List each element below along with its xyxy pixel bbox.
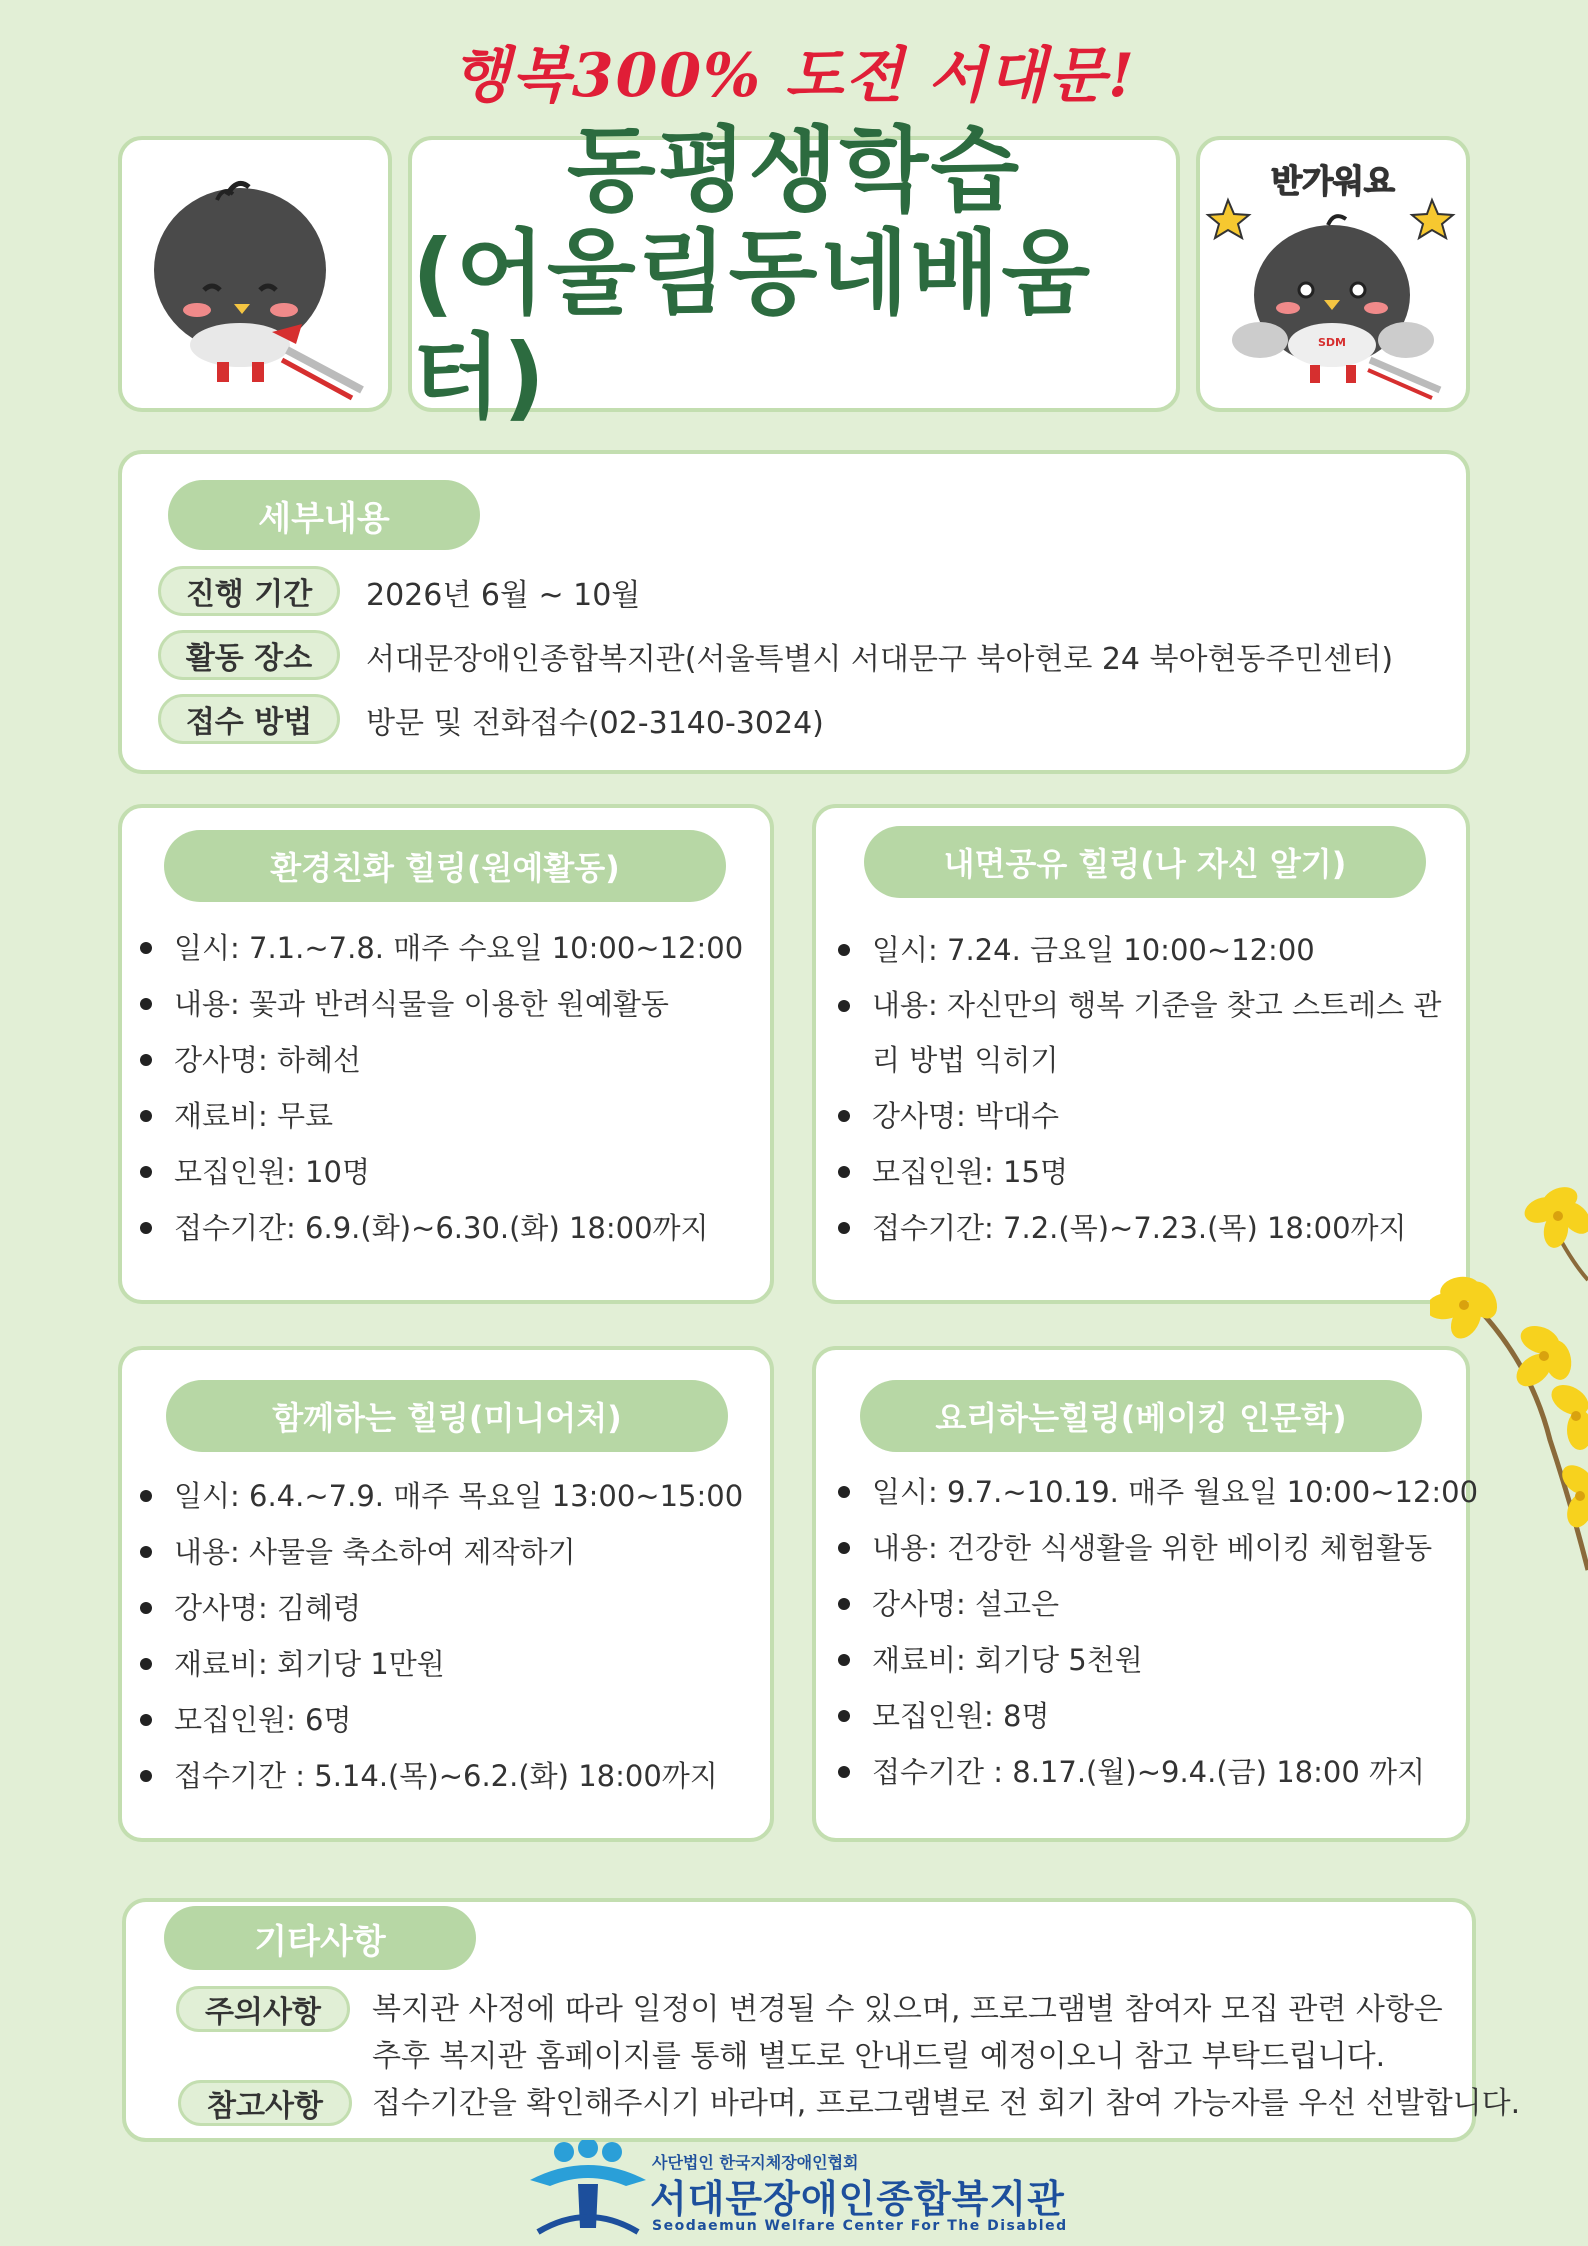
- list-item: 일시: 7.1.~7.8. 매주 수요일 10:00~12:00: [140, 920, 760, 976]
- list-item: 재료비: 회기당 5천원: [838, 1632, 1458, 1688]
- list-item: 모집인원: 15명: [838, 1144, 1458, 1200]
- program-list-gardening: [140, 920, 760, 1256]
- program-title-baking: 요리하는힐링(베이킹 인문학): [860, 1380, 1422, 1452]
- list-item: 일시: 7.24. 금요일 10:00~12:00: [838, 922, 1458, 978]
- details-label-method: 접수 방법: [158, 694, 340, 744]
- mascot-bird-waving-icon: [1200, 140, 1466, 408]
- list-item: 일시: 6.4.~7.9. 매주 목요일 13:00~15:00: [140, 1468, 760, 1524]
- details-label-period: 진행 기간: [158, 566, 340, 616]
- list-item: 접수기간 : 5.14.(목)~6.2.(화) 18:00까지: [140, 1748, 760, 1804]
- program-title-self: 내면공유 힐링(나 자신 알기): [864, 826, 1426, 898]
- list-item: 내용: 자신만의 행복 기준을 찾고 스트레스 관리 방법 익히기: [838, 978, 1458, 1088]
- list-item: 접수기간 : 8.17.(월)~9.4.(금) 18:00 까지: [838, 1744, 1458, 1800]
- list-item: 강사명: 김혜령: [140, 1580, 760, 1636]
- list-item: 모집인원: 8명: [838, 1688, 1458, 1744]
- forsythia-flower-icon: [1430, 1160, 1588, 1580]
- mascot-badge: SDM: [1318, 336, 1346, 349]
- notes-caution-text: 복지관 사정에 따라 일정이 변경될 수 있으며, 프로그램별 참여자 모집 관련 사항은 추후 복지관 홈페이지를 통해 별도로 안내드릴 예정이오니 참고 부탁드립니다.: [372, 1992, 1443, 2074]
- list-item: 재료비: 회기당 1만원: [140, 1636, 760, 1692]
- page-title-line2: (어울림동네배움터): [412, 220, 1093, 431]
- list-item: 내용: 건강한 식생활을 위한 베이킹 체험활동: [838, 1520, 1458, 1576]
- program-list-self: [838, 922, 1458, 1256]
- list-item: 강사명: 설고은: [838, 1576, 1458, 1632]
- details-label-place: 활동 장소: [158, 630, 340, 680]
- details-heading: 세부내용: [168, 480, 480, 550]
- footer-org-name-en: Seodaemun Welfare Center For The Disabled: [652, 2218, 1068, 2234]
- details-value-period: 2026년 6월 ~ 10월: [366, 578, 641, 613]
- program-list-miniature: [140, 1468, 760, 1804]
- title-card: [408, 117, 1180, 431]
- list-item: 일시: 9.7.~10.19. 매주 월요일 10:00~12:00: [838, 1464, 1458, 1520]
- list-item: 모집인원: 6명: [140, 1692, 760, 1748]
- greeting-badge: 반가워요: [1271, 162, 1395, 200]
- list-item: 강사명: 하혜선: [140, 1032, 760, 1088]
- list-item: 재료비: 무료: [140, 1088, 760, 1144]
- list-item: 강사명: 박대수: [838, 1088, 1458, 1144]
- slogan: 행복300% 도전 서대문!: [451, 41, 1137, 111]
- list-item: 내용: 사물을 축소하여 제작하기: [140, 1524, 760, 1580]
- notes-heading: 기타사항: [164, 1906, 476, 1970]
- program-list-baking: [838, 1464, 1479, 1800]
- page-title-line1: 동평생학습: [566, 117, 1022, 225]
- list-item: 모집인원: 10명: [140, 1144, 760, 1200]
- footer-parent-org: 사단법인 한국지체장애인협회: [652, 2153, 859, 2172]
- list-item: 접수기간: 6.9.(화)~6.30.(화) 18:00까지: [140, 1200, 760, 1256]
- mascot-card-left: [118, 136, 392, 412]
- mascot-card-right: [1196, 136, 1470, 412]
- footer-org-name: 서대문장애인종합복지관: [650, 2177, 1065, 2221]
- notes-reference-text: 접수기간을 확인해주시기 바라며, 프로그램별로 전 회기 참여 가능자를 우선 선발합니다.: [372, 2086, 1521, 2121]
- notes-label-caution: 주의사항: [176, 1986, 350, 2032]
- list-item: 접수기간: 7.2.(목)~7.23.(목) 18:00까지: [838, 1200, 1458, 1256]
- program-title-gardening: 환경친화 힐링(원예활동): [164, 830, 726, 902]
- details-value-method: 방문 및 전화접수(02-3140-3024): [366, 706, 824, 741]
- mascot-bird-icon: [122, 140, 388, 408]
- program-title-miniature: 함께하는 힐링(미니어처): [166, 1380, 728, 1452]
- list-item: 내용: 꽃과 반려식물을 이용한 원예활동: [140, 976, 760, 1032]
- footer: [528, 2140, 1088, 2240]
- details-value-place: 서대문장애인종합복지관(서울특별시 서대문구 북아현로 24 북아현동주민센터): [366, 642, 1394, 677]
- notes-label-reference: 참고사항: [178, 2080, 352, 2126]
